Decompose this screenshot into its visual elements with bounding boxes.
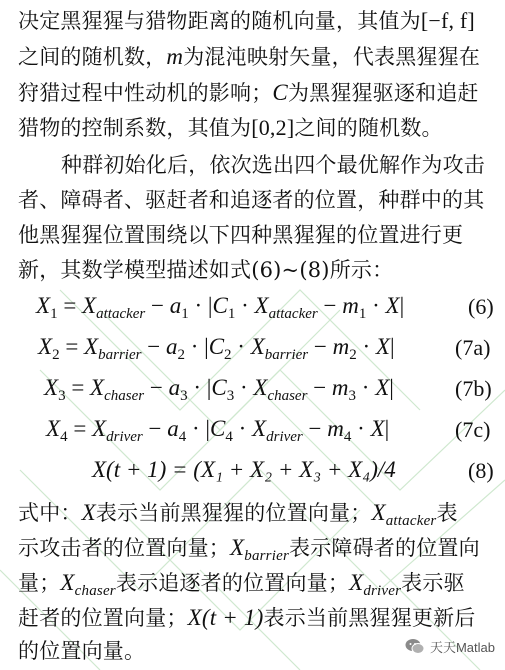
text-run: 之间的随机数。 xyxy=(294,116,443,140)
para2-line2: 者、障碍者、驱赶者和追逐者的位置，种群中的其 xyxy=(18,188,485,212)
text-run: 之间的随机数， xyxy=(18,45,167,69)
symbol-x-chaser: X xyxy=(60,570,75,595)
symbol-m: m xyxy=(166,44,184,69)
interval-f: [−f, f] xyxy=(420,8,475,33)
text-run: 为混沌映射矢量，代表黑猩猩在 xyxy=(183,45,481,69)
subscript-chaser: chaser xyxy=(74,583,116,599)
para3-line3 xyxy=(18,568,465,598)
text-run: 狩猎过程中性动机的影响； xyxy=(18,81,273,105)
text-run: 量； xyxy=(18,571,61,595)
text-run: 表示障碍者的位置向 xyxy=(289,536,480,560)
para3-line1 xyxy=(18,498,458,528)
equation-8: X(t + 1) = (X₁ + X₂ + X₃ + X₄)/4 xyxy=(92,457,396,482)
para3-line5: 的位置向量。 xyxy=(18,639,146,663)
para2-line3: 他黑猩猩位置围绕以下四种黑猩猩的位置进行更 xyxy=(18,223,464,247)
text-run: 示攻击者的位置向量； xyxy=(18,536,230,560)
text-run: 表 xyxy=(436,501,458,525)
text-run: 赶者的位置向量； xyxy=(18,606,188,630)
para1-line3 xyxy=(18,78,479,108)
equation-number-7a: (7a) xyxy=(455,335,491,360)
equation-number-8: (8) xyxy=(468,458,494,483)
text-run: 表示当前黑猩猩更新后 xyxy=(263,606,476,630)
wechat-icon xyxy=(405,638,425,655)
symbol-x-t-plus-1: X(t + 1) xyxy=(187,605,264,630)
text-run: 表示追逐者的位置向量； xyxy=(115,571,350,595)
equation-number-6: (6) xyxy=(468,294,494,319)
text-run: 为黑猩猩驱逐和追赶 xyxy=(287,81,479,105)
equation-7b: $X_3 = X_{chaser} - a_3 \cdot |C_3 \cdot X_{chaser} - m_3 \cdot X|$ xyxy=(44,375,394,404)
para1-line2 xyxy=(18,42,480,72)
para3-line4 xyxy=(18,603,476,633)
text-run: 猎物的控制系数，其值为 xyxy=(18,116,252,140)
subscript-attacker: attacker xyxy=(385,513,437,529)
symbol-x-barrier: X xyxy=(230,535,245,560)
symbol-x-attacker: X xyxy=(371,500,386,525)
para2-line1: 种群初始化后，依次选出四个最优解作为攻击 xyxy=(61,153,485,177)
symbol-x: X xyxy=(81,500,96,525)
para3-line2 xyxy=(18,533,480,563)
para1-line1 xyxy=(18,6,475,36)
equation-6: $X_1 = X_{attacker} - a_1 \cdot |C_1 \cdot X_{attacker} - m_1 \cdot X|$ xyxy=(36,293,405,322)
equation-number-7b: (7b) xyxy=(455,376,492,401)
equation-number-7c: (7c) xyxy=(455,417,491,442)
text-run: 决定黑猩猩与猎物距离的随机向量，其值为 xyxy=(18,9,421,33)
symbol-c: C xyxy=(272,80,288,105)
text-run: 式中： xyxy=(18,501,82,525)
subscript-barrier: barrier xyxy=(244,548,289,564)
equation-7c: $X_4 = X_{driver} - a_4 \cdot |C_4 \cdot X_{driver} - m_4 \cdot X|$ xyxy=(46,416,390,445)
interval-0-2: [0,2] xyxy=(251,115,295,140)
equation-7a: $X_2 = X_{barrier} - a_2 \cdot |C_2 \cdot X_{barrier} - m_2 \cdot X|$ xyxy=(38,334,395,363)
text-run: 表示当前黑猩猩的位置向量； xyxy=(95,501,372,525)
para1-line4 xyxy=(18,113,443,143)
brand-label: 天天Matlab xyxy=(429,640,495,655)
symbol-x-driver: X xyxy=(349,570,364,595)
text-run: 表示驱 xyxy=(401,571,465,595)
para2-line4: 新，其数学模型描述如式(6)~(8)所示： xyxy=(18,258,394,282)
brand-badge xyxy=(405,637,495,656)
subscript-driver: driver xyxy=(363,583,402,599)
